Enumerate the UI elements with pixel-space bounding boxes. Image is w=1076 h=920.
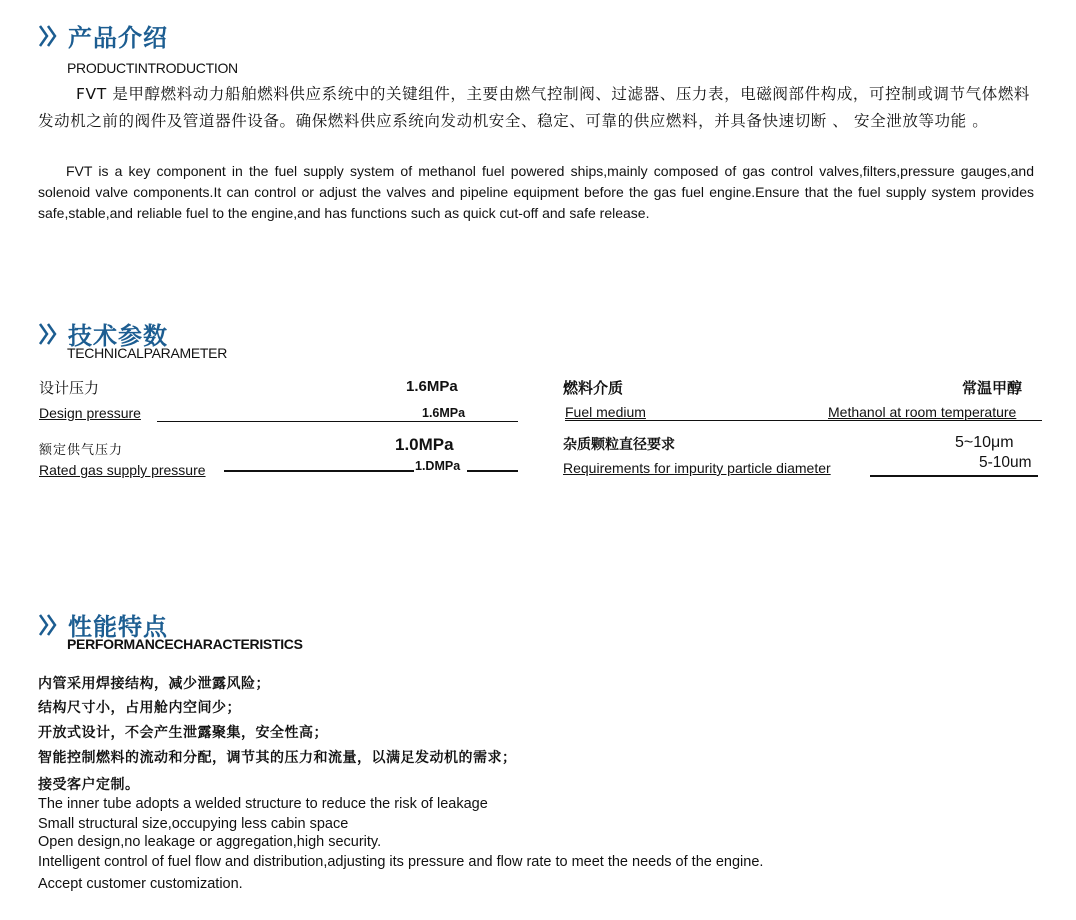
divider: [870, 475, 1038, 477]
perf-title-en: PERFORMANCECHARACTERISTICS: [67, 636, 303, 652]
param-design-pressure-value-en: 1.6MPa: [422, 406, 466, 420]
param-design-pressure-label-cn: 设计压力: [39, 379, 100, 397]
feature-en: Small structural size,occupying less cabin space: [38, 816, 349, 832]
param-rated-pressure-label-cn: 额定供气压力: [39, 443, 124, 458]
tech-title-en: TECHNICALPARAMETER: [67, 345, 228, 361]
param-particle-label-en: Requirements for impurity particle diameter: [563, 460, 831, 476]
divider: [467, 470, 518, 472]
feature-cn: 开放式设计，不会产生泄露聚集，安全性高；: [38, 725, 328, 741]
param-fuel-medium-label-cn: 燃料介质: [563, 379, 624, 397]
param-particle-value: 5~10μm: [955, 434, 1014, 451]
param-rated-pressure-value: 1.0MPa: [395, 435, 454, 454]
feature-en: Open design,no leakage or aggregation,high security.: [38, 834, 382, 850]
double-chevron-icon: [38, 320, 60, 348]
feature-cn: 接受客户定制。: [38, 777, 140, 793]
param-particle-value-en: 5-10um: [979, 454, 1032, 471]
intro-paragraph-en: FVT is a key component in the fuel supply system of methanol fuel powered ships,mainly composed of gas control valves,filters,pressure gauges,and solenoid valve components.It can control or adjust the valves and pipeline equipment before the gas fuel engine.Ensure that the fuel supply system provides safe,stable,and reliable fuel to the engine,and has functions such as quick cut-off and safe release.: [38, 163, 1034, 221]
param-particle-label-cn: 杂质颗粒直径要求: [563, 437, 675, 453]
param-design-pressure-label-en: Design pressure: [39, 405, 141, 421]
double-chevron-icon: [38, 611, 60, 639]
param-fuel-medium-value-en: Methanol at room temperature: [828, 404, 1017, 420]
intro-paragraph-cn: FVT 是甲醇燃料动力船舶燃料供应系统中的关键组件，主要由燃气控制阀、过滤器、压力表，电磁阀部件构成，可控制或调节气体燃料发动机之前的阀件及管道器件设备。确保燃料供应系统向发动机安全、稳定、可靠的供应燃料，并具备快速切断 、 安全泄放等功能 。: [38, 85, 1031, 130]
feature-en: The inner tube adopts a welded structure to reduce the risk of leakage: [38, 796, 488, 812]
intro-title-cn: 产品介绍: [68, 24, 168, 52]
divider: [157, 421, 518, 422]
param-rated-pressure-label-en: Rated gas supply pressure: [39, 462, 206, 478]
feature-cn: 结构尺寸小，占用舱内空间少；: [38, 700, 241, 716]
feature-en: Intelligent control of fuel flow and distribution,adjusting its pressure and flow rate to meet the needs of the engine.: [38, 854, 764, 870]
feature-cn: 内管采用焊接结构，减少泄露风险；: [38, 676, 270, 692]
feature-en: Accept customer customization.: [38, 876, 243, 892]
param-fuel-medium-value: 常温甲醇: [962, 379, 1023, 397]
param-design-pressure-value: 1.6MPa: [406, 378, 458, 395]
double-chevron-icon: [38, 22, 60, 50]
tech-title-cn: 技术参数: [68, 322, 168, 350]
feature-cn: 智能控制燃料的流动和分配，调节其的压力和流量，以满足发动机的需求；: [38, 750, 517, 766]
divider: [224, 470, 414, 472]
divider: [565, 420, 1042, 421]
param-fuel-medium-label-en: Fuel medium: [565, 404, 646, 420]
intro-title-en: PRODUCTINTRODUCTION: [67, 60, 238, 76]
param-rated-pressure-value-en: 1.DMPa: [415, 459, 461, 473]
intro-heading: [38, 18, 168, 53]
perf-title-cn: 性能特点: [68, 613, 168, 641]
